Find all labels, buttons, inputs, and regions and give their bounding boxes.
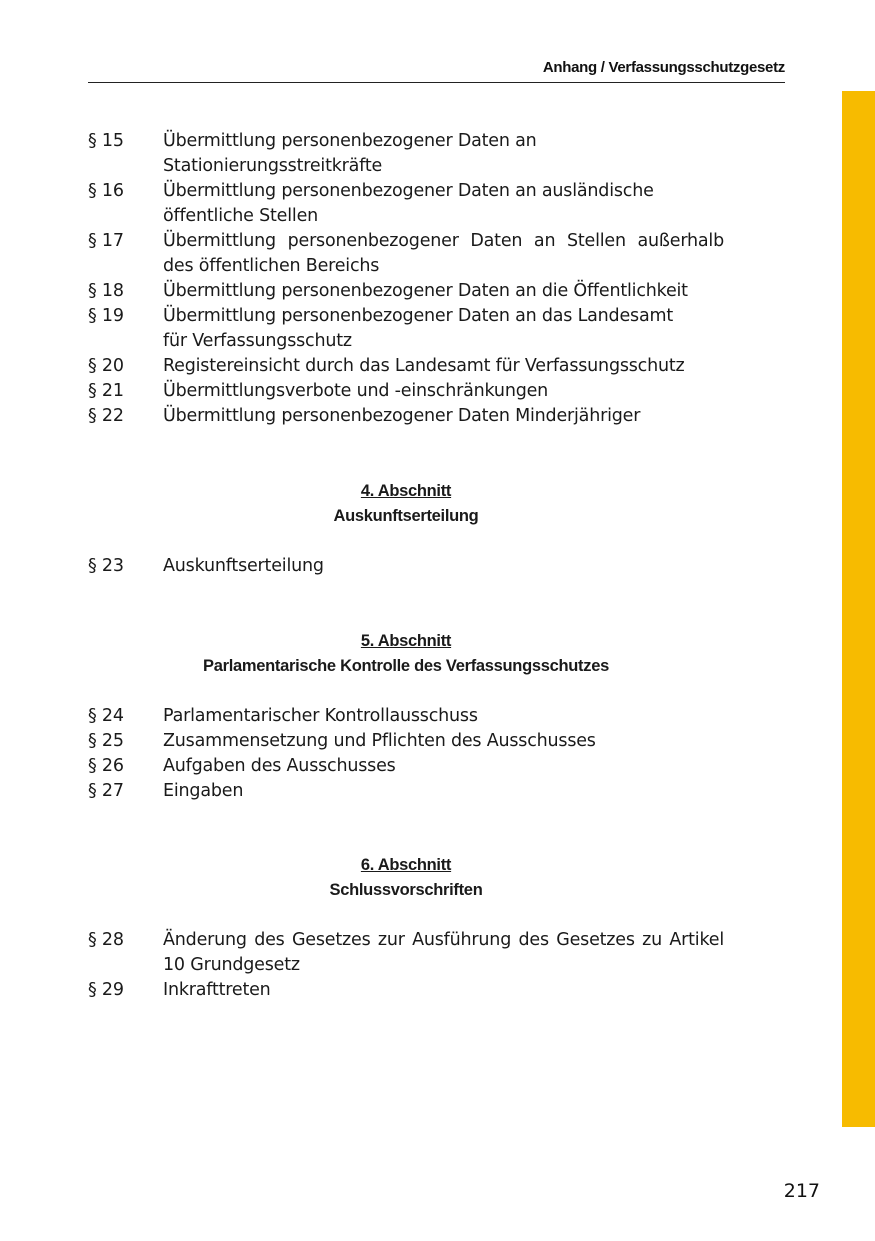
- section-title: Parlamentarische Kontrolle des Verfassungsschutzes: [203, 657, 609, 675]
- paragraph-title: Übermittlungsverbote und -einschränkungen: [163, 381, 549, 401]
- section-heading: [88, 853, 724, 903]
- paragraph-title: Übermittlung personenbezogener Daten an ausländische öffentliche Stellen: [163, 181, 654, 226]
- paragraph-number: § 15: [88, 131, 124, 151]
- paragraph-title: Übermittlung personenbezogener Daten an Stationierungsstreitkräfte: [163, 131, 537, 176]
- toc-entry: [88, 379, 724, 404]
- paragraph-title: Auskunftserteilung: [163, 556, 324, 576]
- page-number: 217: [783, 1180, 820, 1202]
- paragraph-number: § 24: [88, 706, 124, 726]
- toc-entry: [88, 779, 724, 804]
- toc-entry: [88, 179, 724, 229]
- section-number: 5. Abschnitt: [360, 632, 452, 650]
- table-of-contents: [88, 129, 724, 1003]
- paragraph-title: Zusammensetzung und Pflichten des Ausschusses: [163, 731, 596, 751]
- paragraph-number: § 27: [88, 781, 124, 801]
- paragraph-title: Übermittlung personenbezogener Daten an das Landesamt für Verfassungsschutz: [163, 306, 673, 351]
- section-title: Auskunftserteilung: [333, 507, 479, 525]
- section-number: 6. Abschnitt: [360, 856, 452, 874]
- toc-entry: [88, 229, 724, 279]
- toc-entry: [88, 279, 724, 304]
- paragraph-title: Übermittlung personenbezogener Daten an Stellen außerhalb des öffentlichen Bereichs: [163, 231, 724, 276]
- section-number: 4. Abschnitt: [360, 482, 452, 500]
- chapter-thumb-tab: [842, 91, 875, 1127]
- paragraph-title: Übermittlung personenbezogener Daten Minderjähriger: [163, 406, 641, 426]
- paragraph-title: Inkrafttreten: [163, 980, 271, 1000]
- paragraph-number: § 23: [88, 556, 124, 576]
- toc-entry: [88, 978, 724, 1003]
- toc-entry: [88, 304, 724, 354]
- paragraph-title: Änderung des Gesetzes zur Ausführung des Gesetzes zu Artikel 10 Grundgesetz: [163, 930, 724, 975]
- section-title: Schlussvorschriften: [329, 881, 483, 899]
- paragraph-title: Übermittlung personenbezogener Daten an die Öffentlichkeit: [163, 281, 688, 301]
- running-header: Anhang / Verfassungsschutzgesetz: [542, 59, 785, 76]
- paragraph-title: Parlamentarischer Kontrollausschuss: [163, 706, 478, 726]
- paragraph-number: § 19: [88, 306, 124, 326]
- paragraph-number: § 20: [88, 356, 124, 376]
- toc-entry: [88, 754, 724, 779]
- toc-entry: [88, 129, 724, 179]
- paragraph-number: § 18: [88, 281, 124, 301]
- paragraph-number: § 29: [88, 980, 124, 1000]
- paragraph-title: Registereinsicht durch das Landesamt für Verfassungsschutz: [163, 356, 685, 376]
- toc-entry: [88, 404, 724, 429]
- toc-entry: [88, 554, 724, 579]
- paragraph-title: Eingaben: [163, 781, 244, 801]
- paragraph-number: § 17: [88, 231, 124, 251]
- paragraph-number: § 21: [88, 381, 124, 401]
- paragraph-number: § 22: [88, 406, 124, 426]
- toc-entry: [88, 354, 724, 379]
- section-heading: [88, 479, 724, 529]
- toc-entry: [88, 729, 724, 754]
- paragraph-number: § 25: [88, 731, 124, 751]
- paragraph-title: Aufgaben des Ausschusses: [163, 756, 396, 776]
- toc-entry: [88, 928, 724, 978]
- section-heading: [88, 629, 724, 679]
- toc-entry: [88, 704, 724, 729]
- paragraph-number: § 16: [88, 181, 124, 201]
- paragraph-number: § 28: [88, 930, 124, 950]
- header-divider: [88, 82, 785, 83]
- paragraph-number: § 26: [88, 756, 124, 776]
